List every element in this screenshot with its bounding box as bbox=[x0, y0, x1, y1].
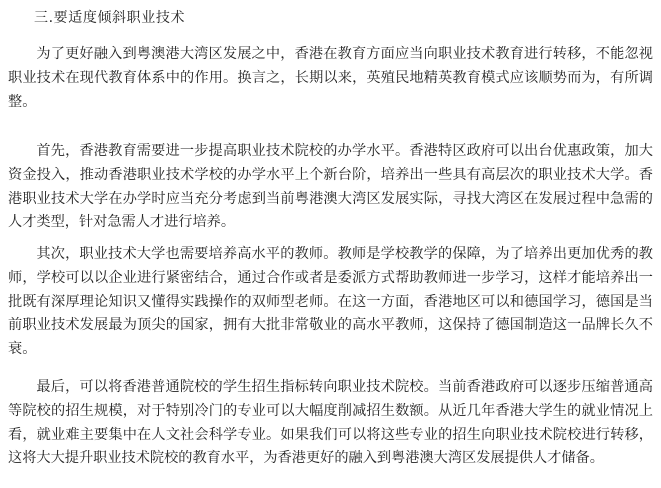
paragraph-first-point: 首先，香港教育需要进一步提高职业技术院校的办学水平。香港特区政府可以出台优惠政策，加大资金投入，推动香港职业技术学校的办学水平上个新台阶，培养出一些具有高层次的职业技术大学。香港职业技术大学在办学时应当充分考虑到当前粤港澳大湾区发展实际，寻找大湾区在发展过程中急需的人才类型，针对急需人才进行培养。 bbox=[8, 143, 653, 231]
paragraph-intro: 为了更好融入到粤澳港大湾区发展之中，香港在教育方面应当向职业技术教育进行转移，不能忽视职业技术在现代教育体系中的作用。换言之，长期以来，英殖民地精英教育模式应该顺势而为，有所调整。 bbox=[8, 46, 653, 110]
paragraph-final-point: 最后，可以将香港普通院校的学生招生指标转向职业技术院校。当前香港政府可以逐步压缩普通高等院校的招生规模，对于特别冷门的专业可以大幅度削减招生数额。从近几年香港大学生的就业情况上看，就业难主要集中在人文社会科学专业。如果我们可以将这些专业的招生向职业技术院校进行转移，这将大大提升职业技术院校的教育水平，为香港更好的融入到粤港澳大湾区发展提供人才储备。 bbox=[8, 379, 653, 467]
section-heading: 三.要适度倾斜职业技术 bbox=[34, 10, 186, 26]
paragraph-second-point: 其次，职业技术大学也需要培养高水平的教师。教师是学校教学的保障，为了培养出更加优秀的教师，学校可以以企业进行紧密结合，通过合作或者是委派方式帮助教师进一步学习，这样才能培养出一批既有深厚理论知识又懂得实践操作的双师型老师。在这一方面，香港地区可以和德国学习，德国是当前职业技术发展最为顶尖的国家，拥有大批非常敬业的高水平教师，这保持了德国制造这一品牌长久不衰。 bbox=[8, 246, 653, 358]
